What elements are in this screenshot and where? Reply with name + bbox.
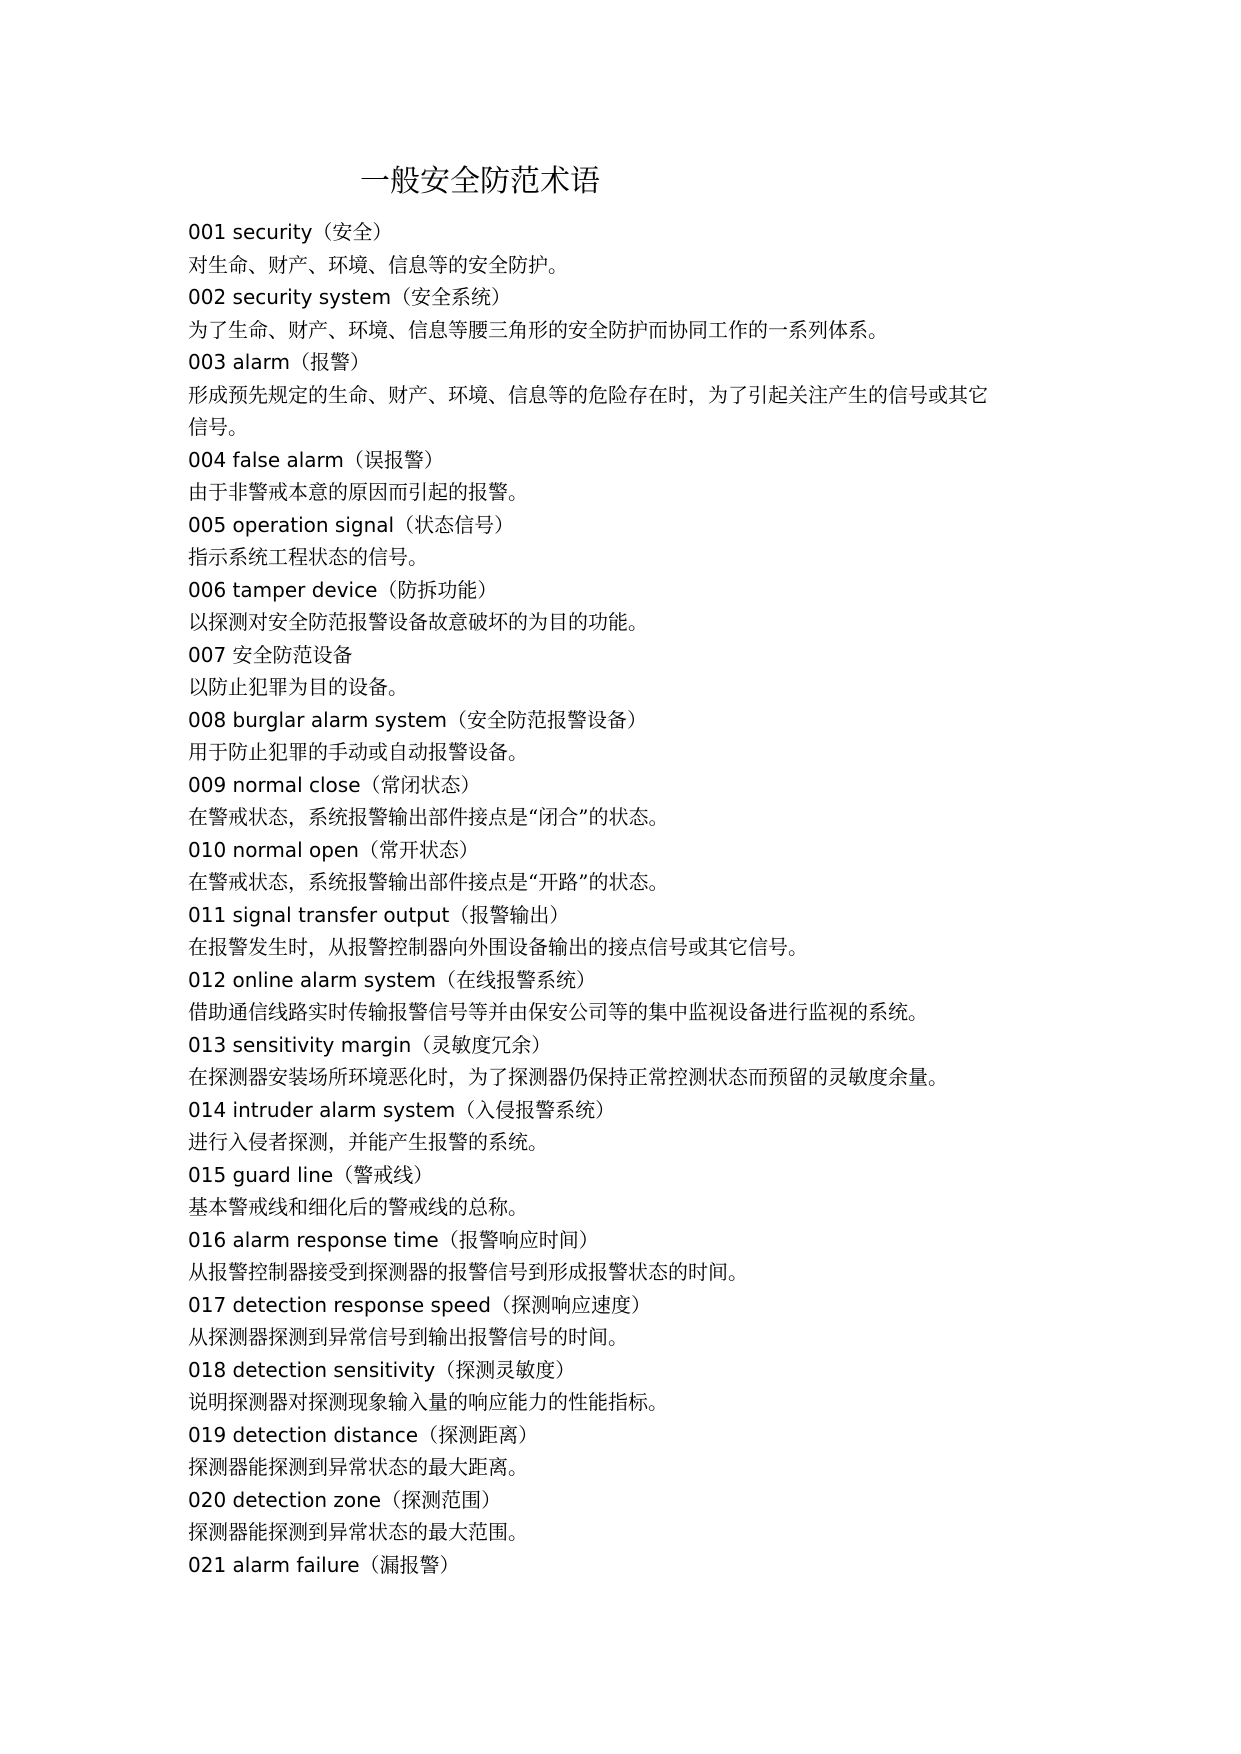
term-number: 017 (188, 1292, 227, 1317)
term-heading (188, 1354, 1068, 1387)
term-heading (188, 1224, 1068, 1257)
term-heading (188, 1029, 1068, 1062)
term-definition: 从探测器探测到异常信号到输出报警信号的时间。 (188, 1325, 628, 1349)
document-title: 一般安全防范术语 (360, 164, 600, 199)
term-english: alarm (226, 350, 290, 374)
term-list (188, 216, 1068, 1581)
term-number: 018 (188, 1357, 227, 1382)
term-english: online alarm system (226, 967, 436, 992)
term-chinese: （安全系统） (391, 285, 512, 309)
term-english: guard line (226, 1162, 334, 1187)
term-chinese: （探测范围） (381, 1487, 502, 1512)
term-chinese: （安全） (312, 220, 393, 244)
term-definition: 在探测器安装场所环境恶化时，为了探测器仍保持正常控测状态而预留的灵敏度余量。 (188, 1065, 948, 1089)
term-definition: 指示系统工程状态的信号。 (188, 545, 428, 569)
term-definition: 在警戒状态，系统报警输出部件接点是“闭合”的状态。 (188, 805, 669, 829)
term-definition: 基本警戒线和细化后的警戒线的总称。 (188, 1195, 528, 1219)
term-heading (188, 216, 1068, 249)
term-chinese: （警戒线） (333, 1162, 434, 1187)
term-heading (188, 1159, 1068, 1192)
term-definition: 借助通信线路实时传输报警信号等并由保安公司等的集中监视设备进行监视的系统。 (188, 1000, 928, 1024)
term-heading (188, 509, 1068, 542)
term-chinese: （安全防范报警设备） (446, 707, 647, 732)
term-number: 005 (188, 512, 227, 537)
term-definition: 信号。 (188, 415, 248, 439)
term-english: normal close (226, 772, 361, 797)
term-number: 020 (188, 1487, 227, 1512)
term-definition: 用于防止犯罪的手动或自动报警设备。 (188, 740, 528, 764)
term-english: detection distance (226, 1422, 419, 1447)
term-chinese: 安全防范设备 (232, 642, 353, 667)
term-heading (188, 444, 1068, 477)
term-number: 008 (188, 707, 227, 732)
term-heading (188, 899, 1068, 932)
term-number: 019 (188, 1422, 227, 1447)
term-chinese: （漏报警） (359, 1552, 460, 1577)
term-number: 006 (188, 577, 227, 602)
term-number: 021 (188, 1552, 227, 1577)
term-chinese: （误报警） (343, 447, 444, 472)
term-english: detection response speed (226, 1292, 491, 1317)
term-definition: 在警戒状态，系统报警输出部件接点是“开路”的状态。 (188, 870, 669, 894)
term-number: 012 (188, 967, 227, 992)
term-english: signal transfer output (226, 902, 450, 927)
term-chinese: （常闭状态） (360, 772, 481, 797)
term-number: 011 (188, 902, 227, 927)
term-english: security (226, 220, 313, 244)
term-heading (188, 281, 1068, 314)
term-chinese: （报警） (289, 350, 370, 374)
term-definition: 从报警控制器接受到探测器的报警信号到形成报警状态的时间。 (188, 1260, 748, 1284)
term-number: 004 (188, 447, 227, 472)
term-definition: 探测器能探测到异常状态的最大范围。 (188, 1520, 528, 1544)
term-definition: 进行入侵者探测，并能产生报警的系统。 (188, 1130, 548, 1154)
term-chinese: （探测距离） (418, 1422, 539, 1447)
term-english: burglar alarm system (226, 707, 447, 732)
term-heading (188, 639, 1068, 672)
term-definition: 以探测对安全防范报警设备故意破坏的为目的功能。 (188, 610, 648, 634)
term-number: 001 (188, 220, 227, 244)
term-definition: 以防止犯罪为目的设备。 (188, 675, 408, 699)
term-heading (188, 1419, 1068, 1452)
term-english: intruder alarm system (226, 1097, 456, 1122)
term-heading (188, 1094, 1068, 1127)
term-chinese: （探测灵敏度） (435, 1357, 576, 1382)
term-definition: 由于非警戒本意的原因而引起的报警。 (188, 480, 528, 504)
term-definition: 在报警发生时，从报警控制器向外围设备输出的接点信号或其它信号。 (188, 935, 808, 959)
term-heading (188, 1289, 1068, 1322)
term-number: 015 (188, 1162, 227, 1187)
term-english: detection sensitivity (226, 1357, 436, 1382)
term-number: 013 (188, 1032, 227, 1057)
term-chinese: （报警输出） (449, 902, 570, 927)
term-number: 007 (188, 642, 227, 667)
term-heading (188, 704, 1068, 737)
term-heading (188, 1549, 1068, 1582)
term-chinese: （状态信号） (394, 512, 515, 537)
term-heading (188, 346, 1068, 379)
term-english: detection zone (226, 1487, 382, 1512)
term-definition: 说明探测器对探测现象输入量的响应能力的性能指标。 (188, 1390, 668, 1414)
term-english: alarm failure (226, 1552, 360, 1577)
term-definition: 对生命、财产、环境、信息等的安全防护。 (188, 252, 568, 277)
term-number: 003 (188, 350, 227, 374)
term-number: 016 (188, 1227, 227, 1252)
term-english: false alarm (226, 447, 344, 472)
term-chinese: （报警响应时间） (438, 1227, 599, 1252)
term-definition: 形成预先规定的生命、财产、环境、信息等的危险存在时，为了引起关注产生的信号或其它 (188, 382, 988, 407)
term-chinese: （防拆功能） (377, 577, 498, 602)
term-number: 014 (188, 1097, 227, 1122)
term-number: 002 (188, 285, 227, 309)
term-heading (188, 964, 1068, 997)
term-heading (188, 574, 1068, 607)
term-english: tamper device (226, 577, 378, 602)
term-english: normal open (226, 837, 359, 862)
term-english: security system (226, 285, 392, 309)
term-chinese: （入侵报警系统） (455, 1097, 616, 1122)
term-english: alarm response time (226, 1227, 439, 1252)
term-chinese: （探测响应速度） (490, 1292, 651, 1317)
term-definition: 探测器能探测到异常状态的最大距离。 (188, 1455, 528, 1479)
term-number: 010 (188, 837, 227, 862)
term-chinese: （在线报警系统） (436, 967, 596, 992)
term-chinese: （常开状态） (358, 837, 479, 862)
term-heading (188, 834, 1068, 867)
term-chinese: （灵敏度冗余） (411, 1032, 552, 1057)
term-heading (188, 769, 1068, 802)
term-heading (188, 1484, 1068, 1517)
term-number: 009 (188, 772, 227, 797)
term-english: operation signal (226, 512, 395, 537)
term-definition: 为了生命、财产、环境、信息等腰三角形的安全防护而协同工作的一系列体系。 (188, 317, 888, 342)
term-english: sensitivity margin (226, 1032, 412, 1057)
